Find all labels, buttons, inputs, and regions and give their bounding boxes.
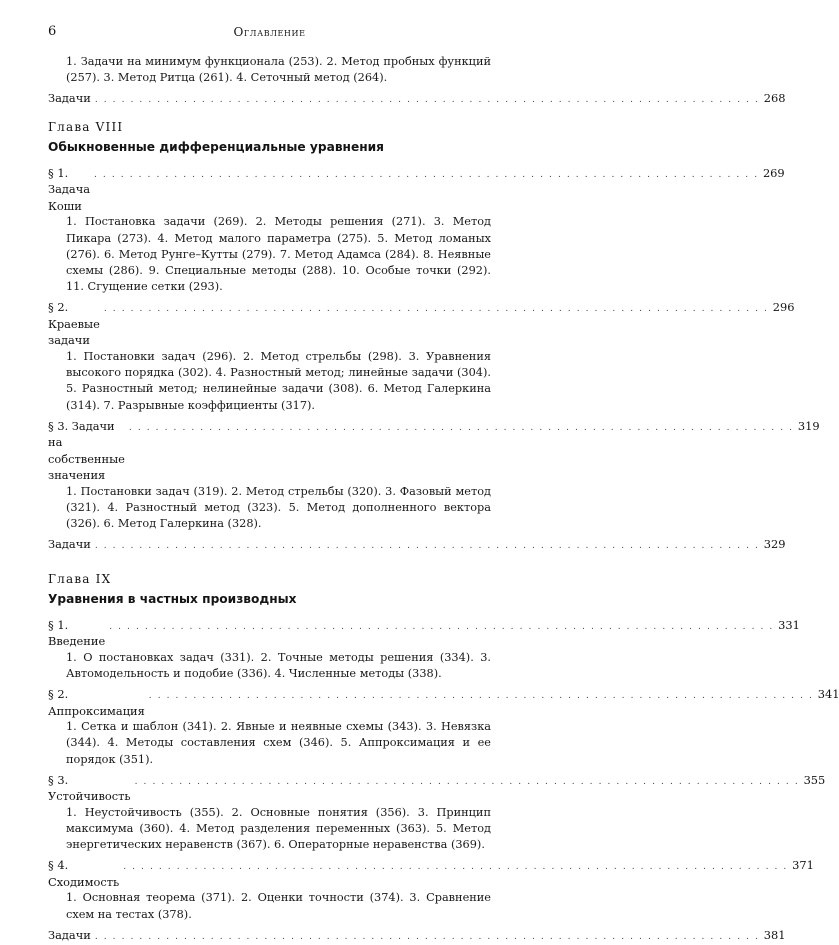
dot-leader: . . . . . . . . . . . . . . . . . . . . . . . . . . . . . . . . . . . . . . . . . . . . . . . . . . . . . . . . . . . . . . . . . . . . . . . . . . . — [94, 95, 760, 106]
entry-title: § 1. Задача Коши — [48, 165, 91, 213]
toc-entry-section[interactable] — [48, 617, 800, 650]
dot-leader: . . . . . . . . . . . . . . . . . . . . . . . . . . . . . . . . . . . . . . . . . . . . . . . . . . . . . . . . . . . . . . . . . . . . . . . . . . . — [94, 931, 760, 942]
section-description: 1. Постановка задачи (269). 2. Методы решения (271). 3. Метод Пикара (273). 4. Метод малого параметра (275). 5. Метод ломаных (276). 6. Метод Рунге–Кутты (279). 7. Метод Адамса (284). 8. Неявные схемы (286). 9. Специальные методы (288). 10. Особые точки (292). 11. Сгущение сетки (293). — [66, 215, 491, 294]
section-description: 1. Задачи на минимум функционала (253). 2. Метод пробных функций (257). 3. Метод Ритца (261). 4. Сеточный метод (264). — [66, 55, 491, 85]
section-description: 1. О постановках задач (331). 2. Точные методы решения (334). 3. Автомодельность и подобие (336). 4. Численные методы (338). — [66, 650, 491, 681]
entry-page: 269 — [762, 165, 785, 180]
entry-title: § 3. Устойчивость — [48, 772, 131, 804]
entry-title: § 1. Введение — [48, 617, 106, 649]
page-number: 6 — [48, 24, 57, 39]
toc-entry-section[interactable] — [48, 165, 785, 215]
entry-page: 341 — [817, 687, 839, 702]
dot-leader: . . . . . . . . . . . . . . . . . . . . . . . . . . . . . . . . . . . . . . . . . . . . . . . . . . . . . . . . . . . . . . . . . . . . . . . . . . . — [148, 691, 814, 702]
entry-page: 355 — [803, 772, 826, 787]
entry-title: § 2. Краевые задачи — [48, 300, 100, 348]
chapter-title: Обыкновенные дифференциальные уравнения — [48, 139, 385, 154]
entry-page: 329 — [763, 537, 786, 552]
toc-entry-section[interactable] — [48, 299, 795, 349]
entry-title: § 3. Задачи на собственные значения — [48, 418, 125, 483]
running-head — [48, 24, 491, 44]
entry-title: § 4. Сходимость — [48, 858, 120, 889]
entry-page: 296 — [772, 300, 795, 315]
toc-entry-section[interactable] — [48, 772, 826, 805]
entry-page: 268 — [763, 91, 786, 106]
running-title: Оглавление — [233, 25, 306, 39]
chapter-label: Глава IX — [48, 571, 112, 586]
entry-title: § 2. Аппроксимация — [48, 687, 145, 718]
dot-leader: . . . . . . . . . . . . . . . . . . . . . . . . . . . . . . . . . . . . . . . . . . . . . . . . . . . . . . . . . . . . . . . . . . . . . . . . . . . — [134, 776, 800, 787]
toc-entry-problems[interactable] — [48, 536, 786, 555]
chapter-title: Уравнения в частных производных — [48, 591, 297, 606]
entry-title: Задачи — [48, 91, 91, 106]
section-description: 1. Сетка и шаблон (341). 2. Явные и неявные схемы (343). 3. Невязка (344). 4. Методы составления схем (346). 5. Аппроксимация и ее порядок (351). — [66, 720, 491, 766]
entry-page: 371 — [792, 858, 814, 873]
toc-entry-section[interactable] — [48, 686, 839, 719]
chapter-label: Глава VIII — [48, 119, 124, 134]
dot-leader: . . . . . . . . . . . . . . . . . . . . . . . . . . . . . . . . . . . . . . . . . . . . . . . . . . . . . . . . . . . . . . . . . . . . . . . . . . . — [103, 304, 769, 315]
entry-page: 331 — [778, 617, 800, 632]
entry-page: 319 — [797, 418, 820, 433]
section-description: 1. Постановки задач (319). 2. Метод стрельбы (320). 3. Фазовый метод (321). 4. Разностный метод (323). 5. Метод дополненного вектора (326). 6. Метод Галеркина (328). — [66, 484, 491, 531]
section-description: 1. Основная теорема (371). 2. Оценки точности (374). 3. Сравнение схем на тестах (378). — [66, 891, 491, 921]
entry-title: Задачи — [48, 537, 91, 552]
dot-leader: . . . . . . . . . . . . . . . . . . . . . . . . . . . . . . . . . . . . . . . . . . . . . . . . . . . . . . . . . . . . . . . . . . . . . . . . . . . — [128, 422, 794, 433]
dot-leader: . . . . . . . . . . . . . . . . . . . . . . . . . . . . . . . . . . . . . . . . . . . . . . . . . . . . . . . . . . . . . . . . . . . . . . . . . . . — [123, 862, 788, 873]
section-description: 1. Неустойчивость (355). 2. Основные понятия (356). 3. Принцип максимума (360). 4. Метод разделения переменных (363). 5. Метод энергетических неравенств (367). 6. Операторные неравенства (369). — [66, 805, 491, 852]
dot-leader: . . . . . . . . . . . . . . . . . . . . . . . . . . . . . . . . . . . . . . . . . . . . . . . . . . . . . . . . . . . . . . . . . . . . . . . . . . . — [94, 541, 760, 552]
dot-leader: . . . . . . . . . . . . . . . . . . . . . . . . . . . . . . . . . . . . . . . . . . . . . . . . . . . . . . . . . . . . . . . . . . . . . . . . . . . — [94, 169, 759, 180]
entry-page: 381 — [763, 927, 786, 942]
toc-entry-section[interactable] — [48, 418, 820, 484]
toc-entry-problems[interactable] — [48, 90, 786, 109]
section-description: 1. Постановки задач (296). 2. Метод стрельбы (298). 3. Уравнения высокого порядка (302). 4. Разностный метод; линейные задачи (304). 5. Разностный метод; нелинейные задачи (308). 6. Метод Галеркина (314). 7. Разрывные коэффициенты (317). — [66, 349, 491, 412]
toc-entry-problems[interactable] — [48, 927, 786, 945]
entry-title: Задачи — [48, 927, 91, 942]
toc-entry-section[interactable] — [48, 857, 814, 890]
dot-leader: . . . . . . . . . . . . . . . . . . . . . . . . . . . . . . . . . . . . . . . . . . . . . . . . . . . . . . . . . . . . . . . . . . . . . . . . . . . — [109, 621, 774, 632]
